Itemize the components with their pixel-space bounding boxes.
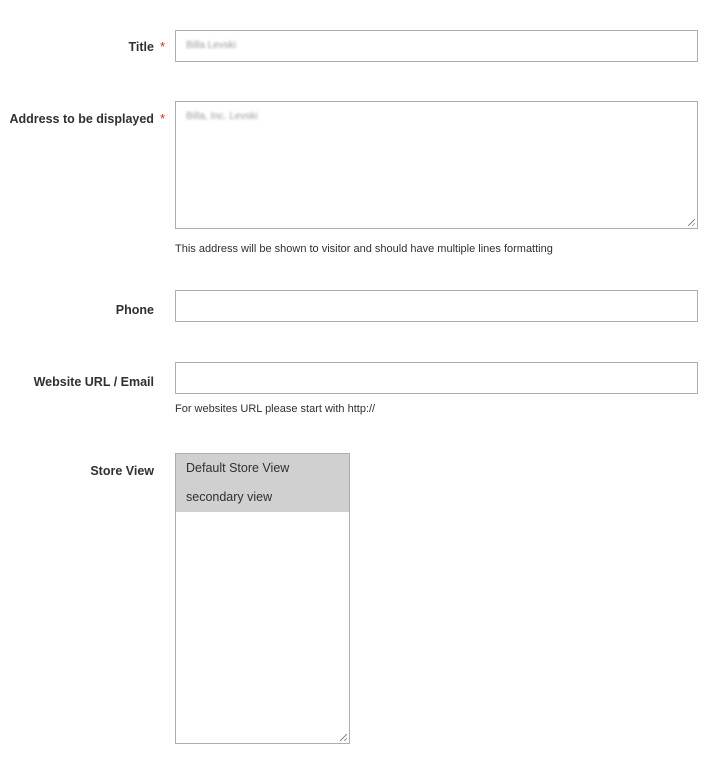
phone-label-text: Phone	[115, 303, 154, 317]
phone-label	[116, 303, 154, 317]
address-textarea-value: Billa, Inc. Levski	[186, 111, 258, 122]
address-textarea[interactable]	[175, 101, 698, 229]
phone-input[interactable]	[175, 290, 698, 322]
title-label	[128, 39, 165, 54]
website-label	[34, 375, 154, 389]
address-resize-handle[interactable]	[688, 219, 695, 226]
address-required-asterisk: *	[159, 111, 165, 126]
title-label-text: Title	[128, 40, 154, 54]
store-view-label-text: Store View	[90, 464, 154, 478]
title-input-value: Billa Levski	[186, 40, 237, 51]
website-note: For websites URL please start with http://	[175, 403, 376, 415]
website-label-text: Website URL / Email	[33, 375, 154, 389]
title-required-asterisk: *	[159, 39, 165, 54]
website-input[interactable]	[175, 362, 698, 394]
store-view-option-secondary[interactable]: secondary view	[176, 483, 349, 512]
store-view-option-default[interactable]: Default Store View	[176, 454, 349, 483]
address-note: This address will be shown to visitor and should have multiple lines formatting	[175, 243, 553, 255]
store-view-multiselect[interactable]	[175, 453, 350, 744]
store-view-resize-handle[interactable]	[340, 734, 347, 741]
title-input[interactable]	[175, 30, 698, 62]
store-view-label	[90, 464, 154, 478]
address-label	[9, 111, 165, 126]
address-label-text: Address to be displayed	[9, 112, 154, 126]
